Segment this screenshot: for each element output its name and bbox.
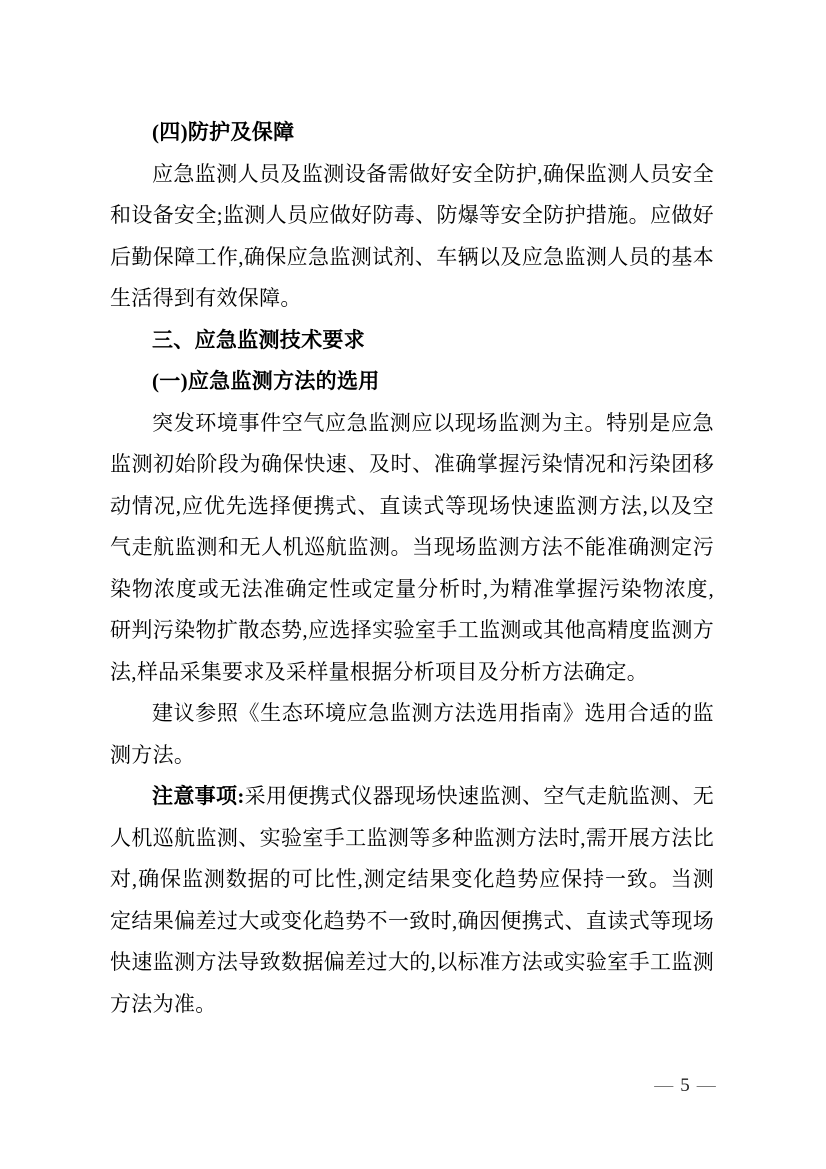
heading-section-1-monitoring-method-selection: (一)应急监测方法的选用 [152, 369, 380, 393]
paragraph-protection-and-support: 应急监测人员及监测设备需做好安全防护,确保监测人员安全和设备安全;监测人员应做好防毒、防爆等安全防护措施。应做好后勤保障工作,确保应急监测试剂、车辆以及应急监测人员的基本生活得到有效保障。 [110, 161, 714, 310]
notes-bold-lead: 注意事项: [152, 784, 245, 808]
notes-body-text: 采用便携式仪器现场快速监测、空气走航监测、无人机巡航监测、实验室手工监测等多种监测方法时,需开展方法比对,确保监测数据的可比性,测定结果变化趋势应保持一致。当测定结果偏差过大或变化趋势不一致时,确因便携式、直读式等现场快速监测方法导致数据偏差过大的,以标准方法或实验室手工监测方法为准。 [110, 784, 714, 1016]
page-footer [640, 1074, 730, 1098]
paragraph-guideline-reference: 建议参照《生态环境应急监测方法选用指南》选用合适的监测方法。 [110, 701, 714, 767]
paragraph-notes [110, 776, 714, 1025]
document-body [110, 112, 714, 1025]
paragraph-method-selection: 突发环境事件空气应急监测应以现场监测为主。特别是应急监测初始阶段为确保快速、及时、准确掌握污染情况和污染团移动情况,应优先选择便携式、直读式等现场快速监测方法,以及空气走航监测和无人机巡航监测。当现场监测方法不能准确测定污染物浓度或无法准确定性或定量分析时,为精准掌握污染物浓度,研判污染物扩散态势,应选择实验室手工监测或其他高精度监测方法,样品采集要求及采样量根据分析项目及分析方法确定。 [110, 410, 714, 684]
heading-section-4-protection-and-support: (四)防护及保障 [152, 120, 295, 144]
footer-right-dash: — [696, 1075, 716, 1096]
page-number: 5 [680, 1075, 690, 1096]
heading-chapter-3-emergency-monitoring-technical-requirements: 三、应急监测技术要求 [152, 327, 365, 352]
footer-left-dash: — [654, 1075, 674, 1096]
